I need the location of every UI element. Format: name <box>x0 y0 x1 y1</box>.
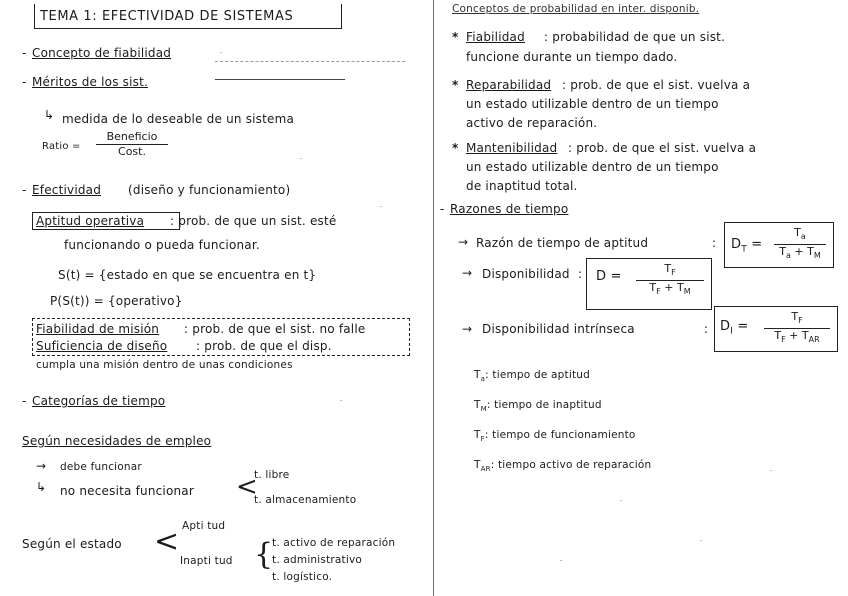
bullet-star: * <box>452 141 459 155</box>
arrow-right-icon: → <box>458 235 469 249</box>
must-work: debe funcionar <box>60 461 142 473</box>
def-design-sufficiency-2: cumpla una misión dentro de unas condiciones <box>36 359 293 371</box>
arrow-right-icon: ↳ <box>36 480 47 494</box>
ratio-label: Ratio = <box>42 141 81 152</box>
measure-text: medida de lo deseable de un sistema <box>62 112 295 126</box>
def-maintainability: : prob. de que el sist. vuelva a <box>568 141 757 155</box>
formula-d-lhs: D = <box>596 269 622 284</box>
def-maintainability-3: de inaptitud total. <box>466 179 578 193</box>
term-design-sufficiency: Suficiencia de diseño <box>36 339 168 353</box>
heading-usage-needs: Según necesidades de empleo <box>22 434 212 448</box>
formula-dt-fraction: $\frac{T_a}{T_a + T_M}$ <box>774 227 826 262</box>
legend-ta: $T_a$: tiempo de aptitud <box>474 369 590 384</box>
aptitude: Apti tud <box>182 520 226 532</box>
t-active-repair: t. activo de reparación <box>272 537 396 549</box>
heading-probability-concepts: Conceptos de probabilidad en inter. disponib. <box>452 3 700 15</box>
bullet-star: * <box>452 78 459 92</box>
p-definition: P(S(t)) = {operativo} <box>50 294 183 308</box>
heading-time-categories: Categorías de tiempo <box>32 394 166 408</box>
def-op-aptitude-2: funcionando o pueda funcionar. <box>64 238 260 252</box>
brace-icon: < <box>236 472 258 502</box>
def-mission-reliability: : prob. de que el sist. no falle <box>184 322 366 336</box>
paper-speck <box>220 52 222 53</box>
def-repairability-3: activo de reparación. <box>466 116 598 130</box>
formula-d-fraction: $\frac{T_F}{T_F + T_M}$ <box>636 263 704 298</box>
def-design-sufficiency: : prob. de que el disp. <box>196 339 332 353</box>
ratio-fraction <box>96 131 168 158</box>
paper-speck <box>700 540 702 541</box>
heading-time-ratios: Razones de tiempo <box>450 202 569 216</box>
inaptitude: Inapti tud <box>180 555 233 567</box>
separator-colon: : <box>712 236 717 250</box>
heading-concept-reliability: Concepto de fiabilidad <box>32 46 172 60</box>
def-repairability: : prob. de que el sist. vuelva a <box>562 78 751 92</box>
brace-icon: { <box>254 537 274 572</box>
legend-tm: $T_M$: tiempo de inaptitud <box>474 399 602 414</box>
paper-speck <box>770 470 772 471</box>
paper-speck <box>300 158 302 159</box>
def-reliability-2: funcione durante un tiempo dado. <box>466 50 678 64</box>
ratio-denominator: Cost. <box>118 145 146 158</box>
formula-di-lhs: $D_I$ = <box>720 319 749 337</box>
legend-tf: $T_F$: tiempo de funcionamiento <box>474 429 636 444</box>
def-reliability: : probabilidad de que un sist. <box>544 30 726 44</box>
heading-effectiveness: Efectividad <box>32 183 102 197</box>
heading-merits: Méritos de los sist. <box>32 75 149 89</box>
def-op-aptitude: : prob. de que un sist. esté <box>170 214 337 228</box>
bullet-dash: - <box>440 202 445 216</box>
term-reliability: Fiabilidad <box>466 30 525 44</box>
bullet-dash: - <box>22 183 27 197</box>
separator-colon: : <box>704 322 709 336</box>
availability-label: Disponibilidad <box>482 267 570 281</box>
paper-speck <box>560 560 562 561</box>
t-administrative: t. administrativo <box>272 554 363 566</box>
arrow-right-icon: ↳ <box>44 108 55 122</box>
paper-speck <box>380 206 382 207</box>
blank-line <box>215 61 405 62</box>
bullet-dash: - <box>22 46 27 60</box>
by-state: Según el estado <box>22 537 122 551</box>
term-mission-reliability: Fiabilidad de misión <box>36 322 160 336</box>
state-definition: S(t) = {estado en que se encuentra en t} <box>58 268 317 282</box>
term-maintainability: Mantenibilidad <box>466 141 558 155</box>
def-repairability-2: un estado utilizable dentro de un tiempo <box>466 97 719 111</box>
bullet-star: * <box>452 30 459 44</box>
t-logistic: t. logístico. <box>272 571 333 583</box>
ratio-numerator: Beneficio <box>96 131 168 145</box>
aptitude-ratio-label: Razón de tiempo de aptitud <box>476 236 649 250</box>
paper-speck <box>340 400 342 401</box>
formula-di-fraction: $T_F$ $T_F + T_{AR}$ <box>764 311 830 346</box>
legend-tar: $T_{AR}$: tiempo activo de reparación <box>474 459 652 474</box>
term-op-aptitude: Aptitud operativa <box>36 214 145 228</box>
bullet-dash: - <box>22 75 27 89</box>
effectiveness-note: (diseño y funcionamiento) <box>128 183 291 197</box>
arrow-right-icon: → <box>36 459 47 473</box>
bullet-dash: - <box>22 394 27 408</box>
formula-dt-lhs: $D_T$ = <box>731 237 763 255</box>
term-repairability: Reparabilidad <box>466 78 552 92</box>
t-free: t. libre <box>254 469 290 481</box>
brace-icon: < <box>154 524 180 559</box>
t-storage: t. almacenamiento <box>254 494 357 506</box>
arrow-right-icon: → <box>462 266 473 280</box>
no-need-work: no necesita funcionar <box>60 484 194 498</box>
paper-speck <box>620 500 622 501</box>
underline-rule <box>215 79 345 80</box>
arrow-right-icon: → <box>462 322 473 336</box>
def-maintainability-2: un estado utilizable dentro de un tiempo <box>466 160 719 174</box>
page-title: TEMA 1: EFECTIVIDAD DE SISTEMAS <box>40 9 294 24</box>
intrinsic-availability-label: Disponibilidad intrínseca <box>482 322 635 336</box>
column-divider <box>433 0 434 596</box>
separator-colon: : <box>578 267 583 281</box>
